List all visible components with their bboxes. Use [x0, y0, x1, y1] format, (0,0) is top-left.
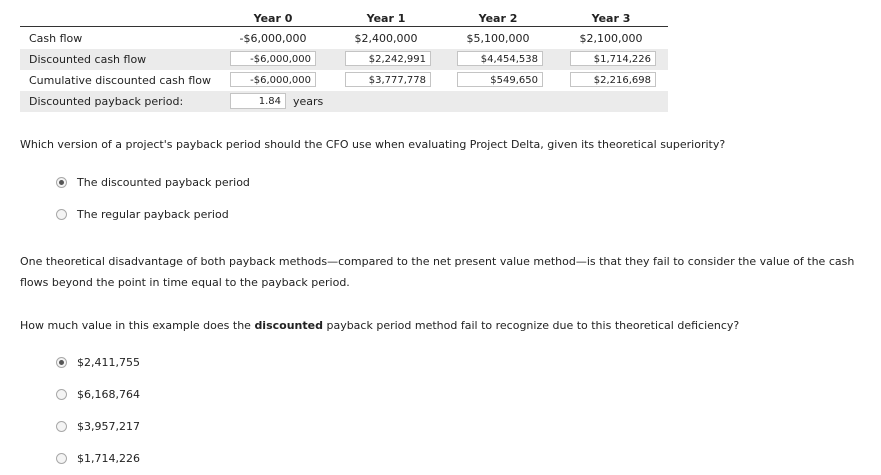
answer-field[interactable]: $1,714,226	[570, 51, 656, 66]
paragraph-text: One theoretical disadvantage of both payback methods—compared to the net present value method—is that they fail to consider the value of the cash flows beyond the point in time equal to the payback period.	[20, 255, 855, 289]
q2-option-4[interactable]	[56, 450, 140, 466]
q2-prefix: How much value in this example does the	[20, 319, 255, 332]
question-1-text: Which version of a project's payback period should the CFO use when evaluating Project Delta, given its theoretical superiority?	[20, 138, 726, 151]
option-label: The discounted payback period	[77, 175, 250, 189]
option-label: $2,411,755	[77, 355, 140, 369]
table-row-discounted-cash-flow	[20, 49, 668, 70]
row-label: Cash flow	[29, 32, 83, 45]
radio-icon[interactable]	[56, 421, 67, 432]
header-year-2: Year 2	[478, 12, 518, 25]
radio-selected-icon[interactable]	[56, 357, 67, 368]
answer-field[interactable]: -$6,000,000	[230, 72, 316, 87]
cell: $2,100,000	[579, 32, 643, 45]
table-header	[20, 8, 668, 27]
header-year-3: Year 3	[591, 12, 631, 25]
q1-option-discounted[interactable]	[56, 174, 250, 190]
cell: -$6,000,000	[239, 32, 307, 45]
answer-field[interactable]: $2,216,698	[570, 72, 656, 87]
q2-suffix: payback period method fail to recognize due to this theoretical deficiency?	[322, 319, 740, 332]
q2-option-3[interactable]	[56, 418, 140, 434]
header-year-0: Year 0	[253, 12, 293, 25]
table-row-cumulative-discounted-cash-flow	[20, 70, 668, 91]
answer-field[interactable]: $3,777,778	[345, 72, 431, 87]
payback-period-field[interactable]: 1.84	[230, 93, 286, 109]
q1-option-regular[interactable]	[56, 206, 229, 222]
payback-unit: years	[293, 95, 324, 108]
q2-emphasis: discounted	[254, 319, 323, 332]
radio-selected-icon[interactable]	[56, 177, 67, 188]
cell: $2,400,000	[354, 32, 418, 45]
q2-option-1[interactable]	[56, 354, 140, 370]
option-label: $6,168,764	[77, 387, 140, 401]
answer-field[interactable]: -$6,000,000	[230, 51, 316, 66]
cell: $5,100,000	[466, 32, 530, 45]
radio-icon[interactable]	[56, 389, 67, 400]
table-row-discounted-payback	[20, 91, 668, 112]
row-label: Discounted payback period:	[29, 95, 184, 108]
q2-option-2[interactable]	[56, 386, 140, 402]
row-label: Cumulative discounted cash flow	[29, 74, 211, 87]
row-label: Discounted cash flow	[29, 53, 147, 66]
radio-icon[interactable]	[56, 453, 67, 464]
table-row-cash-flow	[20, 28, 668, 49]
question-2-text	[20, 315, 860, 336]
answer-field[interactable]: $2,242,991	[345, 51, 431, 66]
radio-icon[interactable]	[56, 209, 67, 220]
option-label: The regular payback period	[77, 207, 229, 221]
answer-field[interactable]: $549,650	[457, 72, 543, 87]
header-year-1: Year 1	[366, 12, 406, 25]
option-label: $1,714,226	[77, 451, 140, 465]
option-label: $3,957,217	[77, 419, 140, 433]
answer-field[interactable]: $4,454,538	[457, 51, 543, 66]
